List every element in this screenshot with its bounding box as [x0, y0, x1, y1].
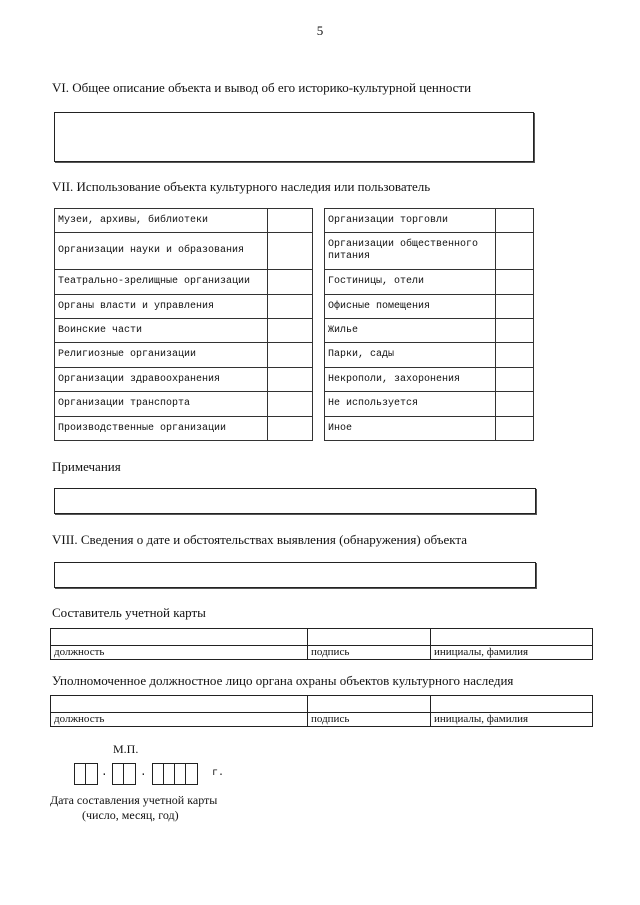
usage-checkbox-cell[interactable] [496, 233, 534, 270]
usage-checkbox-cell[interactable] [496, 417, 534, 441]
notes-title: Примечания [52, 459, 121, 474]
page-number: 5 [316, 23, 324, 38]
usage-checkbox-cell[interactable] [496, 209, 534, 233]
usage-label: Офисные помещения [325, 295, 496, 319]
usage-label: Иное [325, 417, 496, 441]
usage-label: Организации здравоохранения [55, 368, 268, 392]
table-row [325, 343, 534, 368]
date-month-field[interactable] [112, 763, 136, 785]
date-year-field[interactable] [152, 763, 198, 785]
table-row [55, 233, 313, 270]
official-signature-label: подпись [308, 713, 431, 727]
usage-label: Воинские части [55, 319, 268, 343]
table-row [55, 319, 313, 343]
official-name-label: инициалы, фамилия [431, 713, 593, 727]
compiler-name-field[interactable] [431, 629, 593, 646]
compiler-title: Составитель учетной карты [52, 605, 206, 620]
stamp-mp-label: М.П. [113, 742, 139, 756]
usage-label: Организации торговли [325, 209, 496, 233]
compiler-position-label: должность [51, 646, 308, 660]
usage-checkbox-cell[interactable] [268, 209, 313, 233]
usage-label: Органы власти и управления [55, 295, 268, 319]
usage-checkbox-cell[interactable] [496, 343, 534, 368]
usage-checkbox-cell[interactable] [496, 270, 534, 295]
usage-label: Музеи, архивы, библиотеки [55, 209, 268, 233]
usage-checkbox-cell[interactable] [496, 319, 534, 343]
usage-checkbox-cell[interactable] [268, 392, 313, 417]
table-row [325, 209, 534, 233]
official-title: Уполномоченное должностное лицо органа охраны объектов культурного наследия [52, 673, 514, 688]
date-separator: . [140, 767, 147, 779]
table-row [55, 392, 313, 417]
section-8-field[interactable] [54, 562, 536, 588]
table-row [325, 368, 534, 392]
official-name-field[interactable] [431, 696, 593, 713]
compiler-signature-field[interactable] [308, 629, 431, 646]
usage-label: Театрально-зрелищные организации [55, 270, 268, 295]
table-row [55, 295, 313, 319]
notes-field[interactable] [54, 488, 536, 514]
usage-label: Организации общественного питания [325, 233, 496, 270]
section-8-title: VIII. Сведения о дате и обстоятельствах выявления (обнаружения) объекта [52, 532, 468, 547]
usage-checkbox-cell[interactable] [268, 368, 313, 392]
date-hint: (число, месяц, год) [82, 808, 179, 822]
date-label: Дата составления учетной карты [50, 793, 218, 807]
date-separator: . [101, 767, 108, 779]
usage-label: Производственные организации [55, 417, 268, 441]
table-row [55, 270, 313, 295]
section-6-title: VI. Общее описание объекта и вывод об его историко-культурной ценности [52, 80, 472, 95]
year-suffix: г. [212, 768, 225, 779]
section-6-description-field[interactable] [54, 112, 534, 162]
table-row [325, 319, 534, 343]
usage-checkbox-cell[interactable] [268, 319, 313, 343]
table-row [55, 417, 313, 441]
compiler-signature-table [50, 628, 593, 660]
usage-table-left [54, 208, 313, 441]
usage-checkbox-cell[interactable] [496, 295, 534, 319]
section-7-title: VII. Использование объекта культурного наследия или пользователь [52, 179, 431, 194]
usage-checkbox-cell[interactable] [496, 392, 534, 417]
table-row [325, 295, 534, 319]
date-day-field[interactable] [74, 763, 98, 785]
table-row [325, 233, 534, 270]
usage-checkbox-cell[interactable] [268, 295, 313, 319]
usage-checkbox-cell[interactable] [268, 417, 313, 441]
usage-label: Организации науки и образования [55, 233, 268, 270]
table-row [325, 270, 534, 295]
usage-checkbox-cell[interactable] [268, 270, 313, 295]
official-position-field[interactable] [51, 696, 308, 713]
official-signature-table [50, 695, 593, 727]
table-row [325, 392, 534, 417]
official-signature-field[interactable] [308, 696, 431, 713]
compiler-name-label: инициалы, фамилия [431, 646, 593, 660]
usage-label: Религиозные организации [55, 343, 268, 368]
table-row [55, 209, 313, 233]
table-row [55, 368, 313, 392]
usage-label: Не используется [325, 392, 496, 417]
official-position-label: должность [51, 713, 308, 727]
usage-table-right [324, 208, 534, 441]
usage-checkbox-cell[interactable] [496, 368, 534, 392]
usage-label: Гостиницы, отели [325, 270, 496, 295]
usage-checkbox-cell[interactable] [268, 233, 313, 270]
table-row [325, 417, 534, 441]
usage-label: Организации транспорта [55, 392, 268, 417]
compiler-position-field[interactable] [51, 629, 308, 646]
usage-label: Парки, сады [325, 343, 496, 368]
usage-checkbox-cell[interactable] [268, 343, 313, 368]
compiler-signature-label: подпись [308, 646, 431, 660]
usage-label: Жилье [325, 319, 496, 343]
usage-label: Некрополи, захоронения [325, 368, 496, 392]
table-row [55, 343, 313, 368]
